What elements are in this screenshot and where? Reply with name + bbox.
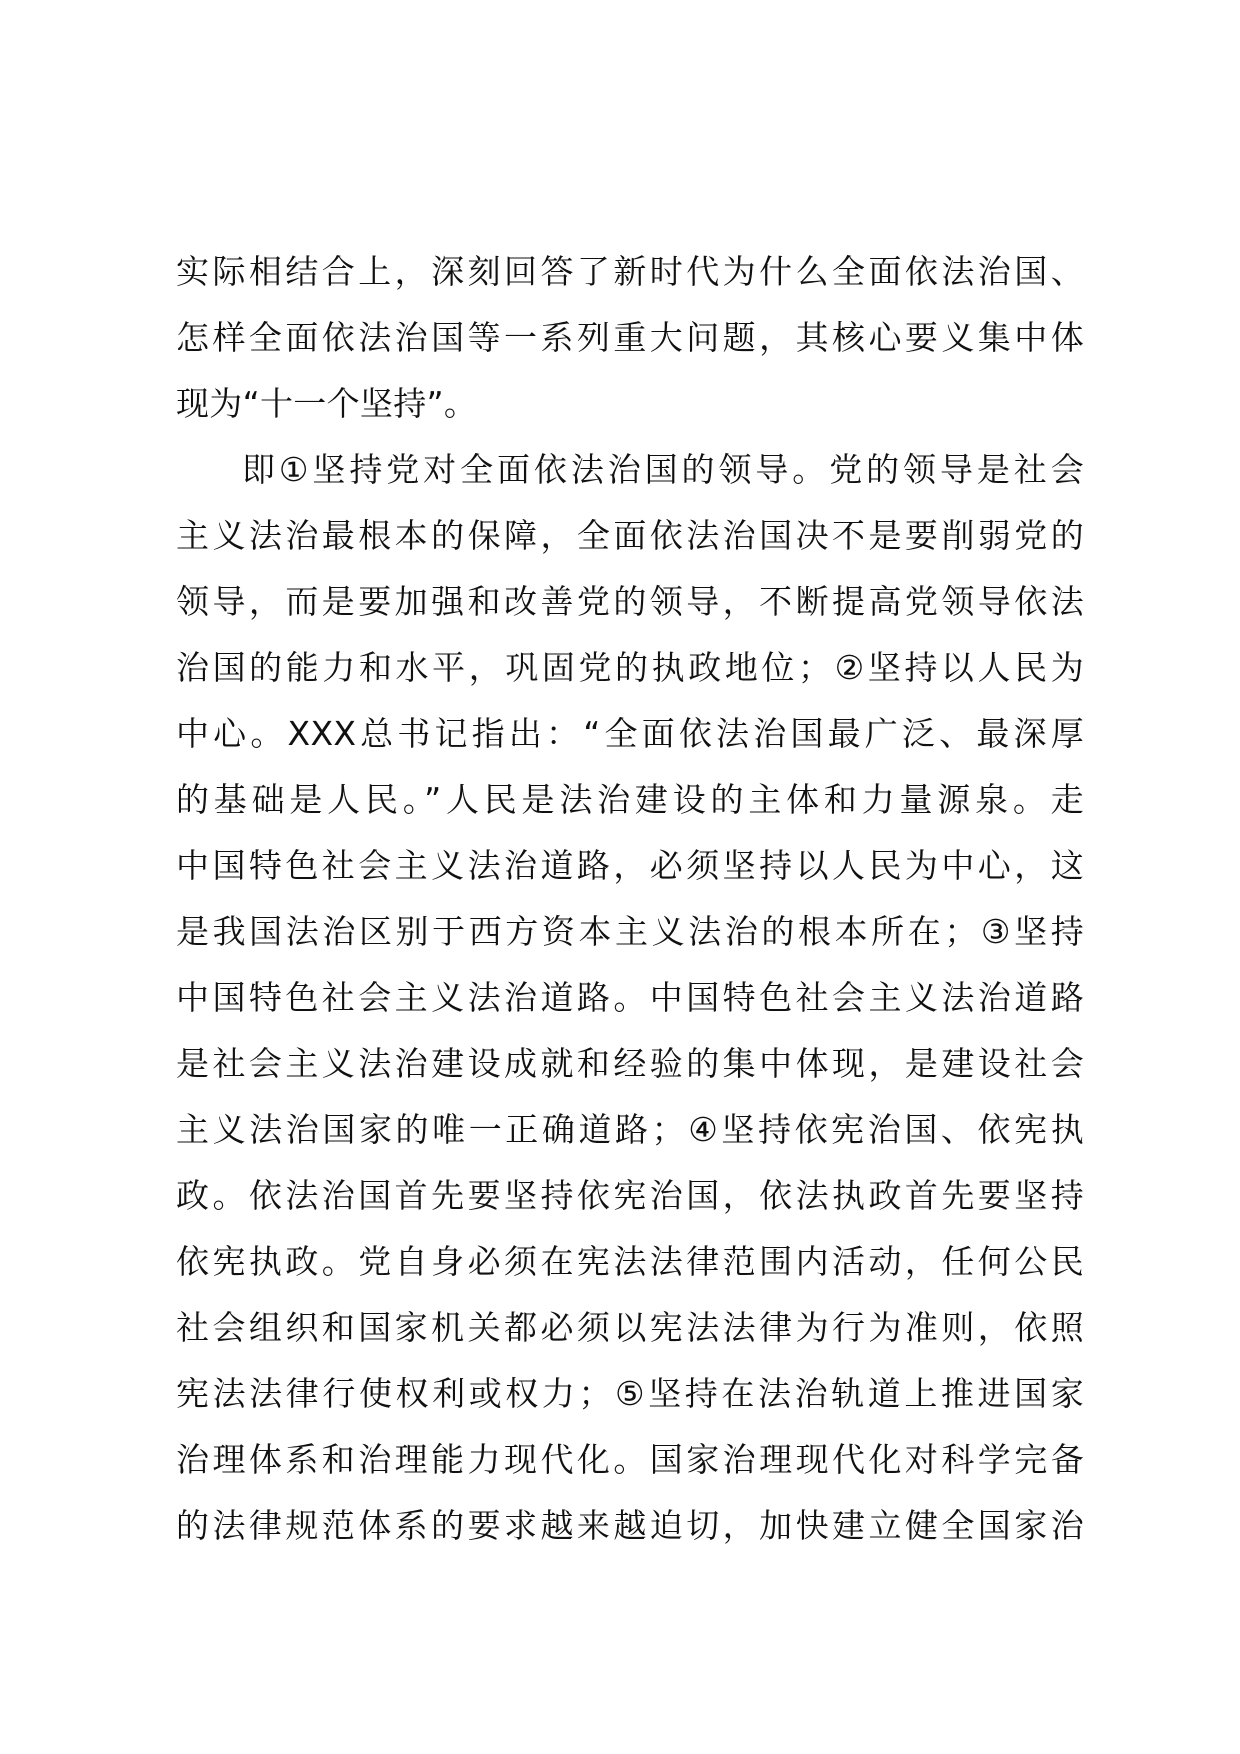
text-line: 主义法治国家的唯一正确道路；④坚持依宪治国、依宪执: [176, 1110, 1084, 1149]
text-line: 宪法法律行使权利或权力；⑤坚持在法治轨道上推进国家: [176, 1374, 1084, 1413]
text-line: 现为“十一个坚持”。: [176, 384, 478, 423]
text-line: 实际相结合上，深刻回答了新时代为什么全面依法治国、: [176, 252, 1084, 291]
text-line: 社会组织和国家机关都必须以宪法法律为行为准则，依照: [176, 1308, 1084, 1347]
text-line: 中国特色社会主义法治道路。中国特色社会主义法治道路: [176, 978, 1084, 1017]
text-line: 中心。XXX总书记指出：“全面依法治国最广泛、最深厚: [176, 714, 1084, 753]
text-line: 依宪执政。党自身必须在宪法法律范围内活动，任何公民: [176, 1242, 1084, 1281]
text-line: 怎样全面依法治国等一系列重大问题，其核心要义集中体: [176, 318, 1084, 357]
paragraph-first-line: 即①坚持党对全面依法治国的领导。党的领导是社会: [242, 450, 1084, 489]
text-line: 政。依法治国首先要坚持依宪治国，依法执政首先要坚持: [176, 1176, 1084, 1215]
text-line: 治理体系和治理能力现代化。国家治理现代化对科学完备: [176, 1440, 1084, 1479]
body-text: [176, 239, 1084, 1559]
text-line: 的基础是人民。”人民是法治建设的主体和力量源泉。走: [176, 780, 1084, 819]
text-line: 中国特色社会主义法治道路，必须坚持以人民为中心，这: [176, 846, 1084, 885]
text-line: 治国的能力和水平，巩固党的执政地位；②坚持以人民为: [176, 648, 1084, 687]
text-line: 的法律规范体系的要求越来越迫切，加快建立健全国家治: [176, 1506, 1084, 1545]
text-line: 是我国法治区别于西方资本主义法治的根本所在；③坚持: [176, 912, 1084, 951]
text-line: 主义法治最根本的保障，全面依法治国决不是要削弱党的: [176, 516, 1084, 555]
text-line: 是社会主义法治建设成就和经验的集中体现，是建设社会: [176, 1044, 1084, 1083]
text-line: 领导，而是要加强和改善党的领导，不断提高党领导依法: [176, 582, 1084, 621]
